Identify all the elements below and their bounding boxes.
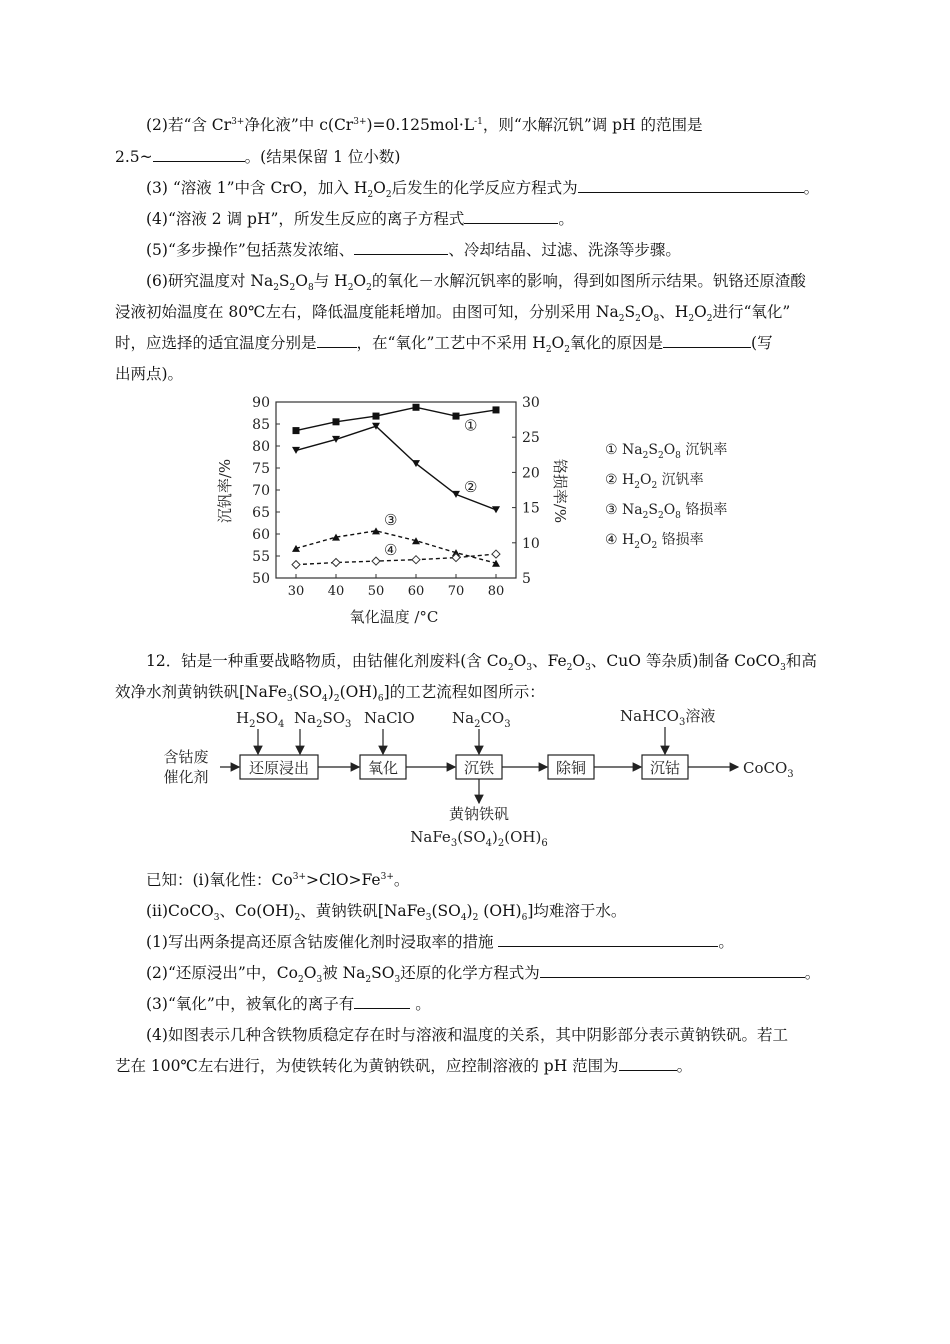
answer-blank[interactable]	[317, 333, 357, 348]
series-label: ③	[384, 511, 398, 530]
y-tick-label-right: 20	[522, 465, 540, 482]
x-tick-label: 30	[287, 584, 305, 599]
x-tick-label: 80	[487, 584, 505, 599]
step-oxidation	[360, 755, 406, 779]
data-point	[453, 413, 460, 420]
data-point	[373, 413, 380, 420]
q11-part2-line2: 2.5~ 。(结果保留 1 位小数)	[115, 148, 401, 166]
data-point	[333, 418, 340, 425]
answer-blank[interactable]	[578, 178, 804, 193]
series-1	[293, 404, 500, 435]
reagent-nahco3-solution: NaHCO$_3$溶液	[620, 707, 716, 728]
reagent-na2co3: $Na_2CO_3$	[452, 709, 511, 730]
q12-intro-line1: 12．钴是一种重要战略物质，由钴催化剂废料(含 $Co_2O_3$、$Fe_2O_3$、CuO 等杂质)制备 CoCO$_3$和高	[146, 652, 817, 674]
q11-part6-line3: 时，应选择的适宜温度分别是 ，在“氧化”工艺中不采用 $H_2O_2$氧化的原因是 (写	[115, 334, 773, 356]
data-point	[292, 447, 300, 454]
y-tick-label-left: 50	[252, 571, 270, 587]
q12-intro-line2: 效净水剂黄钠铁矾$[NaFe_3(SO_4)_2(OH)_6]$的工艺流程如图所示：	[115, 683, 545, 705]
svg-text:氧化: 氧化	[367, 759, 399, 777]
chart-legend	[605, 441, 727, 551]
data-point	[492, 550, 500, 558]
legend-entry: ③ $Na_2S_2O_8$ 铬损率	[605, 502, 728, 521]
q11-part6-line1: (6)研究温度对 $Na_2S_2O_8$与 $H_2O_2$的氧化－水解沉钒率的影响，得到如图所示结果。钒铬还原渣酸	[146, 272, 806, 294]
series-label: ④	[384, 540, 398, 559]
q11-part4: (4)“溶液 2 调 pH”，所发生反应的离子方程式 。	[146, 210, 574, 228]
svg-text:沉铁: 沉铁	[463, 759, 495, 777]
answer-blank[interactable]	[354, 994, 410, 1009]
feed-label-line1: 含钴废	[163, 748, 209, 766]
reagent-na2so3: $Na_2SO_3$	[294, 709, 352, 730]
series-label: ①	[464, 416, 478, 435]
step-cobalt-precipitation	[642, 755, 688, 779]
data-point	[332, 559, 340, 567]
reagent-h2so4: $H_2SO_4$	[236, 709, 285, 730]
q11-part6-line2: 浸液初始温度在 80℃左右，降低温度能耗增加。由图可知，分别采用 $Na_2S_2O_8$、$H_2O_2$进行“氧化”	[115, 303, 791, 325]
y-tick-label-left: 55	[252, 549, 270, 565]
legend-entry: ① $Na_2S_2O_8$ 沉钒率	[605, 442, 728, 461]
y-tick-label-right: 10	[522, 535, 540, 552]
data-point	[332, 436, 340, 443]
q12-part4-line1: (4)如图表示几种含铁物质稳定存在时与溶液和温度的关系，其中阴影部分表示黄钠铁矾。若工	[146, 1026, 788, 1044]
q11-part6-line4: 出两点)。	[115, 365, 184, 383]
y-axis-label-right: 铬损率/%	[551, 458, 569, 524]
data-point	[292, 561, 300, 569]
y-tick-label-left: 90	[252, 395, 270, 411]
y-tick-label-left: 65	[252, 505, 270, 521]
svg-text:沉钴: 沉钴	[649, 759, 681, 777]
series-line	[296, 426, 496, 510]
step-copper-removal	[548, 755, 594, 779]
q11-part3: (3) “溶液 1”中含 CrO，加入 $H_2O_2$后发生的化学反应方程式为 。	[146, 179, 820, 201]
y-tick-label-left: 80	[252, 439, 270, 455]
x-tick-label: 60	[407, 584, 425, 599]
q12-known-2: (ii)CoCO$_3$、$Co(OH)_2$、黄钠铁矾[$NaFe_3(SO_4)_2$ $(OH)_6$]均难溶于水。	[146, 902, 627, 924]
y-tick-label-left: 60	[252, 527, 270, 543]
x-tick-label: 40	[327, 584, 345, 599]
y-axis-label-left: 沉钒率/%	[216, 458, 234, 524]
feed-label-line2: 催化剂	[163, 768, 209, 786]
data-point	[412, 556, 420, 564]
byproduct-formula: $NaFe_3(SO_4)_2(OH)_6$	[410, 828, 548, 849]
reagent-naclo: NaClO	[364, 709, 415, 727]
series-2	[292, 423, 500, 514]
data-point	[292, 545, 300, 552]
data-point	[413, 404, 420, 411]
data-point	[493, 406, 500, 413]
q11-part2-line1: (2)若“含 $Cr^{3+}$净化液”中 $c(Cr^{3+})=0.125mol\cdot L^{-1}$，则“水解沉钒”调 pH 的范围是	[146, 116, 703, 134]
q12-part2: (2)“还原浸出”中，$Co_2O_3$被 $Na_2SO_3$还原的化学方程式为 。	[146, 964, 821, 986]
legend-entry: ④ $H_2O_2$ 铬损率	[605, 532, 704, 551]
answer-blank[interactable]	[354, 240, 448, 255]
q12-known-1: 已知：(i)氧化性：$Co^{3+}>ClO>Fe^{3+}$。	[146, 871, 410, 889]
data-point	[293, 427, 300, 434]
process-flow-diagram	[150, 705, 810, 855]
x-tick-label: 50	[367, 584, 385, 599]
y-tick-label-left: 70	[252, 483, 270, 499]
y-tick-label-right: 5	[522, 571, 531, 587]
vanadium-precipitation-chart	[200, 390, 760, 635]
series-label: ②	[464, 478, 478, 497]
step-iron-precipitation	[456, 755, 502, 779]
y-tick-label-right: 15	[522, 500, 540, 517]
x-tick-label: 70	[447, 584, 465, 599]
answer-blank[interactable]	[540, 963, 805, 978]
product-label: CoCO$_3$	[743, 759, 794, 780]
series-4	[292, 541, 500, 569]
answer-blank[interactable]	[153, 147, 245, 162]
y-tick-label-right: 30	[522, 395, 540, 411]
q12-part3: (3)“氧化”中，被氧化的离子有 。	[146, 995, 431, 1013]
y-tick-label-left: 75	[252, 461, 270, 477]
data-point	[492, 506, 500, 513]
answer-blank[interactable]	[663, 333, 751, 348]
answer-blank[interactable]	[619, 1056, 677, 1071]
legend-entry: ② $H_2O_2$ 沉钒率	[605, 472, 704, 491]
step-reduction-leaching	[240, 755, 318, 779]
q11-part5: (5)“多步操作”包括蒸发浓缩、 、冷却结晶、过滤、洗涤等步骤。	[146, 241, 681, 259]
svg-text:除铜: 除铜	[555, 759, 587, 777]
svg-text:还原浸出: 还原浸出	[248, 759, 310, 777]
data-point	[372, 557, 380, 565]
q12-part4-line2: 艺在 100℃左右进行，为使铁转化为黄钠铁矾，应控制溶液的 pH 范围为 。	[115, 1057, 693, 1075]
byproduct-label-cn: 黄钠铁矾	[448, 805, 510, 823]
data-point	[492, 560, 500, 567]
q12-part1: (1)写出两条提高还原含钴废催化剂时浸取率的措施 。	[146, 933, 734, 951]
answer-blank[interactable]	[464, 209, 558, 224]
answer-blank[interactable]	[498, 932, 718, 947]
data-point	[452, 491, 460, 498]
y-tick-label-left: 85	[252, 417, 270, 433]
y-tick-label-right: 25	[522, 430, 540, 447]
x-axis-label: 氧化温度 /°C	[349, 608, 439, 626]
